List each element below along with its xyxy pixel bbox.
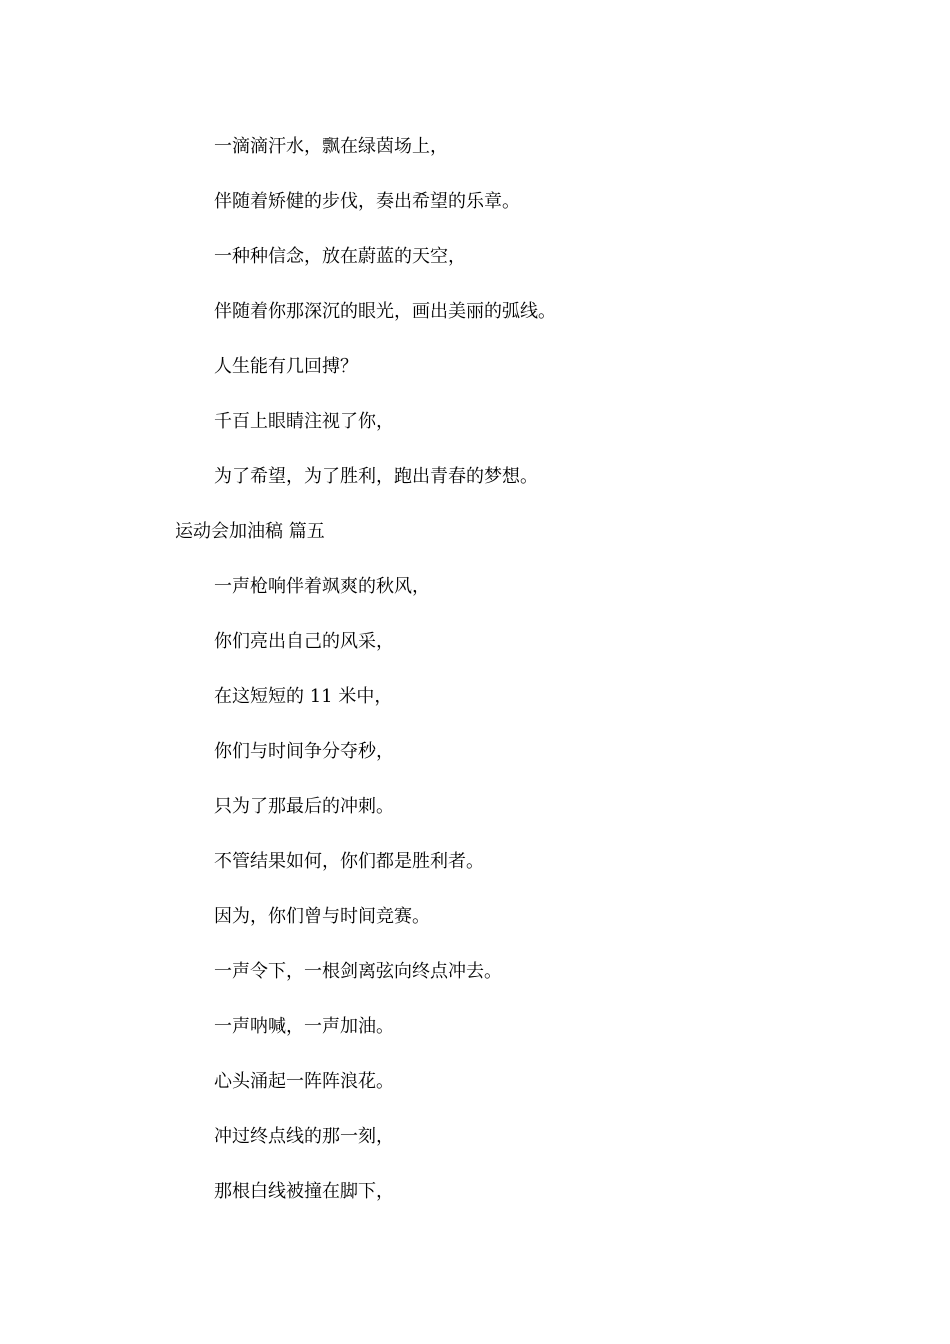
paragraph-line: 不管结果如何，你们都是胜利者。	[214, 851, 484, 872]
paragraph-line: 心头涌起一阵阵浪花。	[214, 1071, 394, 1092]
paragraph-line: 一声枪响伴着飒爽的秋风，	[214, 576, 430, 597]
paragraph-line: 那根白线被撞在脚下，	[214, 1181, 394, 1202]
paragraph-line: 你们亮出自己的风采，	[214, 631, 394, 652]
paragraph-line: 你们与时间争分夺秒，	[214, 741, 394, 762]
section-heading: 运动会加油稿 篇五	[175, 521, 325, 542]
paragraph-line: 伴随着矫健的步伐，奏出希望的乐章。	[214, 191, 520, 212]
paragraph-line: 只为了那最后的冲刺。	[214, 796, 394, 817]
paragraph-line: 千百上眼睛注视了你，	[214, 411, 394, 432]
paragraph-line: 一种种信念，放在蔚蓝的天空，	[214, 246, 466, 267]
paragraph-line: 一滴滴汗水，飘在绿茵场上，	[214, 136, 448, 157]
paragraph-line: 伴随着你那深沉的眼光，画出美丽的弧线。	[214, 301, 556, 322]
paragraph-line: 冲过终点线的那一刻，	[214, 1126, 394, 1147]
paragraph-line: 因为，你们曾与时间竞赛。	[214, 906, 430, 927]
paragraph-line: 一声呐喊，一声加油。	[214, 1016, 394, 1037]
paragraph-line: 在这短短的 11 米中，	[214, 686, 393, 707]
document-body	[0, 132, 950, 1232]
paragraph-line: 为了希望，为了胜利，跑出青春的梦想。	[214, 466, 538, 487]
paragraph-line: 人生能有几回搏？	[214, 356, 358, 377]
paragraph-line: 一声令下，一根剑离弦向终点冲去。	[214, 961, 502, 982]
